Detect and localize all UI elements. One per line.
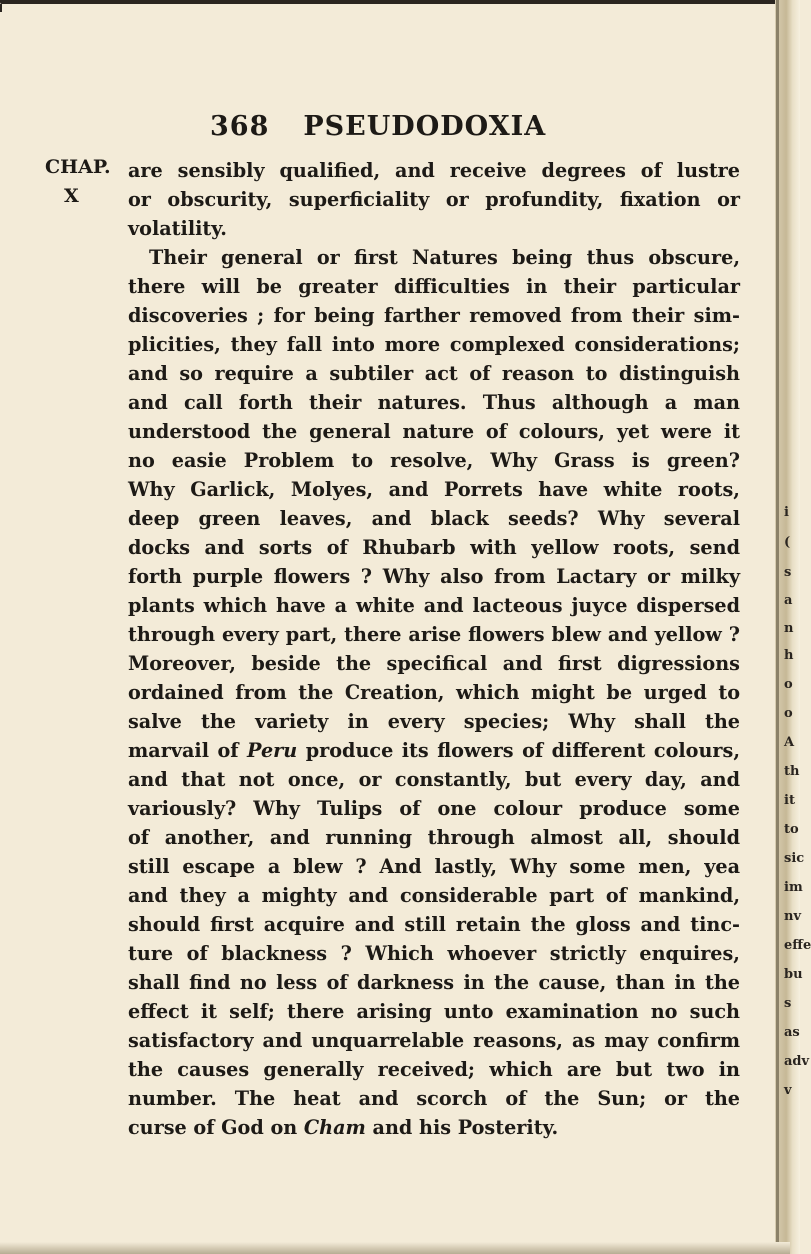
- text-line: [128, 736, 740, 765]
- chapter-number: X: [64, 185, 79, 207]
- facing-fragment: im: [784, 880, 803, 895]
- text-line: salve the variety in every species; Why shall the: [128, 710, 740, 733]
- text-line: satisfactory and unquarrelable reasons, as may confirm: [128, 1029, 740, 1052]
- text-line: of another, and running through almost all, should: [128, 826, 740, 849]
- text-line: shall find no less of darkness in the cause, than in the: [128, 971, 740, 994]
- text-line: Why Garlick, Molyes, and Porrets have white roots,: [128, 478, 740, 501]
- text-line: volatility.: [128, 217, 227, 240]
- text-line: forth purple flowers ? Why also from Lactary or milky: [128, 565, 740, 588]
- facing-fragment: a: [784, 593, 793, 608]
- line-fragment: and his Posterity.: [365, 1116, 559, 1139]
- text-line: plants which have a white and lacteous juyce dispersed: [128, 594, 740, 617]
- facing-page-edge: [780, 0, 811, 1254]
- text-line: should first acquire and still retain the gloss and tinc-: [128, 913, 740, 936]
- page-gutter-shadow: [776, 0, 779, 1254]
- text-line: variously? Why Tulips of one colour produce some: [128, 797, 740, 820]
- facing-fragment: o: [784, 677, 793, 692]
- text-line: there will be greater difficulties in their particular: [128, 275, 740, 298]
- text-line: number. The heat and scorch of the Sun; or the: [128, 1087, 740, 1110]
- text-line: no easie Problem to resolve, Why Grass is green?: [128, 449, 740, 472]
- facing-fragment: nv: [784, 909, 802, 924]
- italic-name: Cham: [303, 1116, 366, 1139]
- facing-fragment: h: [784, 648, 794, 663]
- text-line: and call forth their natures. Thus although a man: [128, 391, 740, 414]
- facing-fragment: th: [784, 764, 800, 779]
- facing-fragment: (: [784, 535, 791, 550]
- text-line: plicities, they fall into more complexed considerations;: [128, 333, 740, 356]
- facing-fragment: n: [784, 621, 794, 636]
- chapter-label: CHAP.: [45, 156, 111, 178]
- page-number: 368: [210, 111, 270, 142]
- text-line: ture of blackness ? Which whoever strictly enquires,: [128, 942, 740, 965]
- text-line: ordained from the Creation, which might be urged to: [128, 681, 740, 704]
- page-bottom-edge: [0, 1242, 790, 1254]
- facing-fragment: as: [784, 1025, 800, 1040]
- line-fragment: marvail of: [128, 739, 248, 762]
- text-line: Moreover, beside the specifical and first digressions: [128, 652, 740, 675]
- facing-fragment: it: [784, 793, 795, 808]
- running-title: PSEUDODOXIA: [303, 111, 547, 142]
- text-line: through every part, there arise flowers blew and yellow ?: [128, 623, 740, 646]
- facing-fragment: sic: [784, 851, 805, 866]
- text-line: and they a mighty and considerable part of mankind,: [128, 884, 740, 907]
- page-top-rule: [0, 0, 780, 4]
- facing-fragment: to: [784, 822, 799, 837]
- facing-fragment: A: [784, 735, 795, 750]
- text-line: docks and sorts of Rhubarb with yellow roots, send: [128, 536, 740, 559]
- text-line: and so require a subtiler act of reason to distinguish: [128, 362, 740, 385]
- running-header: [210, 111, 546, 142]
- text-line: discoveries ; for being farther removed from their sim-: [128, 304, 740, 327]
- text-line: still escape a blew ? And lastly, Why some men, yea: [128, 855, 740, 878]
- text-line: Their general or first Natures being thus obscure,: [149, 246, 740, 269]
- facing-fragment: adv: [784, 1054, 810, 1069]
- facing-fragment: s: [784, 565, 792, 580]
- page-corner-rule: [0, 4, 20, 12]
- text-line: effect it self; there arising unto examination no such: [128, 1000, 740, 1023]
- line-fragment: curse of God on: [128, 1116, 304, 1139]
- text-line: the causes generally received; which are but two in: [128, 1058, 740, 1081]
- italic-place-name: Peru: [247, 739, 298, 762]
- text-line: or obscurity, superficiality or profundity, fixation or: [128, 188, 740, 211]
- text-line: [128, 1113, 740, 1142]
- text-line: deep green leaves, and black seeds? Why several: [128, 507, 740, 530]
- facing-fragment: bu: [784, 967, 803, 982]
- facing-fragment: v: [784, 1083, 792, 1098]
- text-line: are sensibly qualified, and receive degrees of lustre: [128, 159, 740, 182]
- text-line: and that not once, or constantly, but every day, and: [128, 768, 740, 791]
- text-line: understood the general nature of colours, yet were it: [128, 420, 740, 443]
- facing-fragment: s: [784, 996, 792, 1011]
- line-fragment: produce its flowers of different colours,: [297, 739, 740, 762]
- facing-fragment: o: [784, 706, 793, 721]
- facing-fragment: effe: [784, 938, 811, 953]
- facing-fragment: i: [784, 505, 789, 520]
